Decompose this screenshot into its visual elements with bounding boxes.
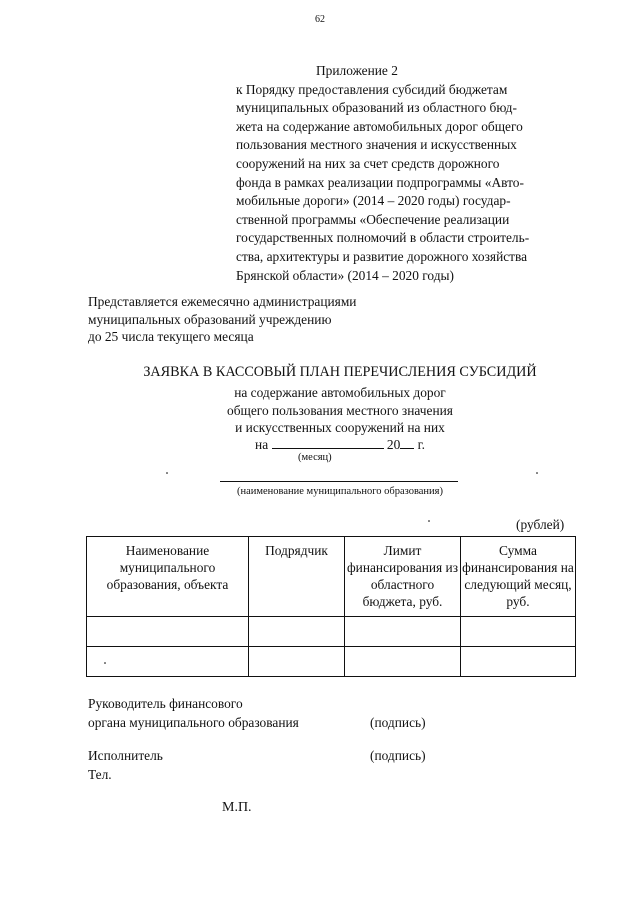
head-of-finance-label bbox=[88, 694, 299, 732]
head-label-line: Руководитель финансового bbox=[88, 696, 243, 711]
executor-signature-caption: (подпись) bbox=[370, 748, 426, 763]
table-cell bbox=[87, 647, 249, 677]
appendix-line: муниципальных образований из областного бюд- bbox=[236, 100, 517, 116]
period-prefix: на bbox=[255, 437, 269, 452]
column-header: Наименование муниципального образования, объекта bbox=[87, 537, 249, 617]
year-suffix: г. bbox=[417, 437, 425, 452]
column-header: Подрядчик bbox=[249, 537, 345, 617]
scan-speck bbox=[536, 472, 538, 474]
subtitle-line: и искусственных сооружений на них bbox=[235, 420, 445, 435]
submission-note-line: до 25 числа текущего месяца bbox=[88, 329, 254, 344]
appendix-line: фонда в рамках реализации подпрограммы «Авто- bbox=[236, 174, 524, 190]
appendix-block bbox=[236, 62, 574, 285]
month-blank bbox=[272, 436, 384, 449]
table-cell bbox=[249, 647, 345, 677]
table-header-row bbox=[87, 537, 576, 617]
table-cell bbox=[345, 647, 461, 677]
month-caption: (месяц) bbox=[298, 452, 332, 463]
page-number: 62 bbox=[315, 14, 325, 25]
table-row bbox=[87, 617, 576, 647]
appendix-title: Приложение 2 bbox=[316, 63, 398, 78]
year-blank bbox=[400, 436, 414, 449]
submission-note-line: Представляется ежемесячно администрациями bbox=[88, 294, 357, 309]
phone-label: Тел. bbox=[88, 767, 112, 782]
executor-label bbox=[88, 746, 163, 784]
appendix-line: Брянской области» (2014 – 2020 годы) bbox=[236, 267, 454, 283]
submission-note bbox=[88, 293, 418, 346]
appendix-line: к Порядку предоставления субсидий бюджетам bbox=[236, 81, 508, 97]
subtitle-line: общего пользования местного значения bbox=[227, 402, 453, 418]
table-row bbox=[87, 647, 576, 677]
scan-speck bbox=[166, 472, 168, 474]
document-title: ЗАЯВКА В КАССОВЫЙ ПЛАН ПЕРЕЧИСЛЕНИЯ СУБСИДИЙ bbox=[143, 364, 537, 380]
appendix-line: жета на содержание автомобильных дорог общего bbox=[236, 118, 523, 134]
subtitle-line: на содержание автомобильных дорог bbox=[234, 385, 446, 400]
table-cell bbox=[461, 617, 576, 647]
head-signature-caption: (подпись) bbox=[370, 715, 426, 730]
municipality-blank bbox=[220, 481, 458, 482]
units-label: (рублей) bbox=[516, 517, 565, 532]
cash-plan-table bbox=[86, 536, 576, 677]
year-prefix: 20 bbox=[386, 437, 401, 452]
executor-label-line: Исполнитель bbox=[88, 748, 163, 763]
appendix-line: пользования местного значения и искусственных bbox=[236, 137, 517, 153]
appendix-line: сооружений на них за счет средств дорожного bbox=[236, 155, 500, 171]
appendix-line: ства, архитектуры и развитие дорожного хозяйства bbox=[236, 248, 528, 264]
head-label-line: органа муниципального образования bbox=[88, 715, 299, 730]
scan-speck bbox=[428, 520, 430, 522]
table-cell bbox=[249, 617, 345, 647]
submission-note-line: муниципальных образований учреждению bbox=[88, 311, 332, 327]
period-row bbox=[60, 436, 620, 453]
appendix-line: ственной программы «Обеспечение реализации bbox=[236, 211, 510, 227]
appendix-line: мобильные дороги» (2014 – 2020 годы) государ- bbox=[236, 193, 511, 209]
column-header: Лимит финансирования из областного бюджета, руб. bbox=[345, 537, 461, 617]
seal-placeholder: М.П. bbox=[222, 800, 252, 815]
column-header: Сумма финансирования на следующий месяц, руб. bbox=[461, 537, 576, 617]
document-subtitle bbox=[60, 384, 620, 437]
table-cell bbox=[345, 617, 461, 647]
municipality-caption: (наименование муниципального образования) bbox=[236, 486, 444, 497]
table-cell bbox=[87, 617, 249, 647]
table-cell bbox=[461, 647, 576, 677]
scan-speck bbox=[104, 662, 106, 664]
appendix-line: государственных полномочий в области строитель- bbox=[236, 230, 530, 246]
